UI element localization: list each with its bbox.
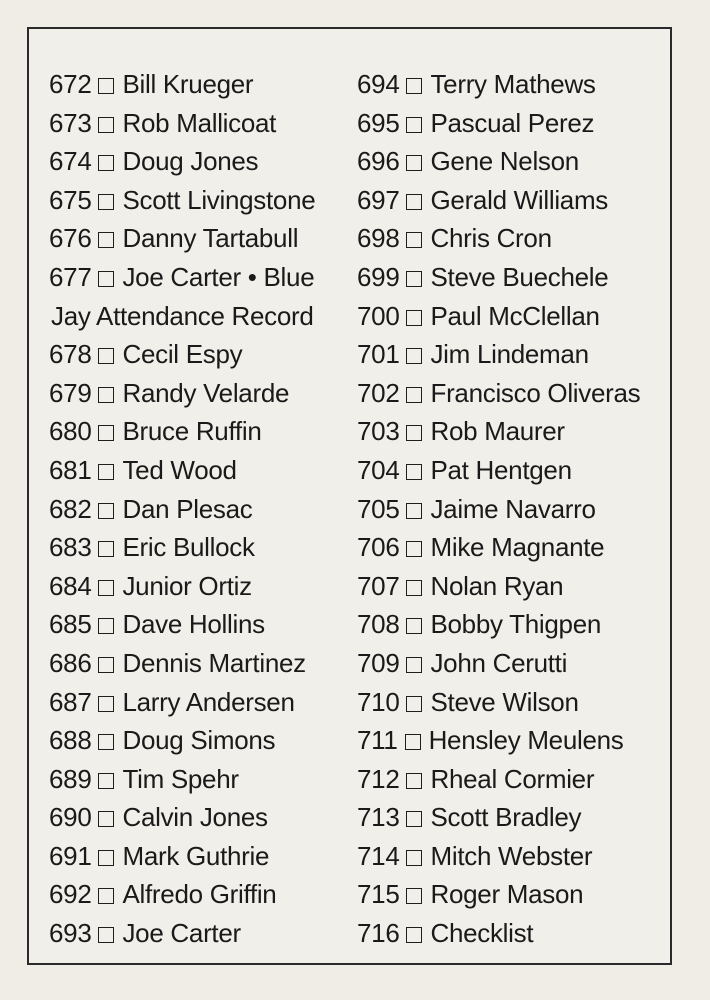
checklist-row bbox=[49, 528, 344, 567]
checklist-row bbox=[357, 335, 667, 374]
player-name: Danny Tartabull bbox=[122, 223, 299, 254]
checkbox[interactable] bbox=[406, 888, 422, 904]
player-name: Dan Plesac bbox=[122, 493, 253, 524]
card-number: 712 bbox=[357, 763, 400, 794]
player-name: Pat Hentgen bbox=[430, 454, 572, 485]
player-name: Mark Guthrie bbox=[122, 840, 270, 871]
player-name: Nolan Ryan bbox=[430, 570, 564, 601]
checkbox[interactable] bbox=[98, 464, 114, 480]
player-name: Junior Ortiz bbox=[122, 570, 252, 601]
checkbox[interactable] bbox=[406, 773, 422, 789]
checkbox[interactable] bbox=[98, 232, 114, 248]
checkbox[interactable] bbox=[406, 232, 422, 248]
checkbox[interactable] bbox=[406, 78, 422, 94]
player-name: Checklist bbox=[430, 918, 534, 949]
checklist-row bbox=[49, 374, 344, 413]
checklist-row bbox=[357, 490, 667, 529]
player-name: Eric Bullock bbox=[122, 532, 255, 563]
card-number: 708 bbox=[357, 609, 400, 640]
checkbox[interactable] bbox=[98, 734, 114, 750]
checkbox[interactable] bbox=[98, 580, 114, 596]
checkbox[interactable] bbox=[98, 271, 114, 287]
player-name: Jim Lindeman bbox=[430, 339, 589, 370]
checkbox[interactable] bbox=[406, 811, 422, 827]
player-name: Bruce Ruffin bbox=[122, 416, 262, 447]
card-number: 707 bbox=[357, 570, 400, 601]
checklist-row bbox=[357, 798, 667, 837]
checklist-row bbox=[49, 490, 344, 529]
checklist-row bbox=[357, 644, 667, 683]
card-number: 687 bbox=[49, 686, 92, 717]
player-name: Jaime Navarro bbox=[430, 493, 596, 524]
player-name: Paul McClellan bbox=[430, 300, 600, 331]
card-number: 673 bbox=[49, 107, 92, 138]
checklist-row bbox=[357, 412, 667, 451]
checkbox[interactable] bbox=[406, 503, 422, 519]
card-number: 689 bbox=[49, 763, 92, 794]
player-name: Steve Buechele bbox=[430, 261, 609, 292]
checkbox[interactable] bbox=[406, 425, 422, 441]
card-number: 681 bbox=[49, 454, 92, 485]
card-number: 692 bbox=[49, 879, 92, 910]
player-name: Steve Wilson bbox=[430, 686, 579, 717]
card-number: 686 bbox=[49, 647, 92, 678]
checklist-row bbox=[49, 412, 344, 451]
player-name: Scott Livingstone bbox=[122, 184, 316, 215]
checkbox[interactable] bbox=[406, 155, 422, 171]
player-name: Roger Mason bbox=[430, 879, 584, 910]
checkbox[interactable] bbox=[406, 618, 422, 634]
checkbox[interactable] bbox=[98, 850, 114, 866]
card-number: 679 bbox=[49, 377, 92, 408]
checklist-row bbox=[49, 683, 344, 722]
player-name: Joe Carter bbox=[122, 918, 241, 949]
player-name: Terry Mathews bbox=[430, 69, 596, 99]
player-name: Hensley Meulens bbox=[428, 725, 624, 756]
checklist-row bbox=[49, 721, 344, 760]
checklist-row bbox=[357, 451, 667, 490]
checkbox[interactable] bbox=[406, 927, 422, 943]
card-number: 699 bbox=[357, 261, 400, 292]
checklist-row bbox=[357, 721, 667, 760]
card-number: 696 bbox=[357, 146, 400, 177]
checkbox[interactable] bbox=[406, 850, 422, 866]
checkbox[interactable] bbox=[406, 117, 422, 133]
player-name: Bill Krueger bbox=[122, 69, 254, 99]
card-number: 714 bbox=[357, 840, 400, 871]
checklist-row bbox=[49, 837, 344, 876]
checkbox[interactable] bbox=[98, 696, 114, 712]
checklist-row bbox=[49, 760, 344, 799]
checklist-row bbox=[49, 181, 344, 220]
player-name: Bobby Thigpen bbox=[430, 609, 602, 640]
checkbox[interactable] bbox=[98, 348, 114, 364]
player-name: Mike Magnante bbox=[430, 532, 605, 563]
card-number: 704 bbox=[357, 454, 400, 485]
checkbox[interactable] bbox=[98, 387, 114, 403]
card-number: 706 bbox=[357, 532, 400, 563]
player-name: Jay Attendance Record bbox=[51, 300, 314, 331]
player-name: Dennis Martinez bbox=[122, 647, 306, 678]
player-name: Randy Velarde bbox=[122, 377, 290, 408]
card-number: 715 bbox=[357, 879, 400, 910]
checklist-row bbox=[49, 142, 344, 181]
checklist-row bbox=[357, 875, 667, 914]
checklist-right-column bbox=[357, 65, 667, 953]
checkbox[interactable] bbox=[98, 425, 114, 441]
checklist-row bbox=[49, 914, 344, 953]
card-number: 675 bbox=[49, 184, 92, 215]
checkbox[interactable] bbox=[406, 348, 422, 364]
card-number: 713 bbox=[357, 802, 400, 833]
checkbox[interactable] bbox=[406, 271, 422, 287]
card-number: 710 bbox=[357, 686, 400, 717]
card-number: 677 bbox=[49, 261, 92, 292]
card-number: 676 bbox=[49, 223, 92, 254]
card-number: 672 bbox=[49, 69, 92, 99]
checklist-row bbox=[357, 65, 667, 104]
player-name: John Cerutti bbox=[430, 647, 568, 678]
checkbox[interactable] bbox=[98, 773, 114, 789]
player-name: Rob Maurer bbox=[430, 416, 565, 447]
player-name: Dave Hollins bbox=[122, 609, 265, 640]
checklist-left-column bbox=[49, 65, 344, 953]
checkbox[interactable] bbox=[98, 927, 114, 943]
card-number: 694 bbox=[357, 69, 400, 99]
card-number: 716 bbox=[357, 918, 400, 949]
card-number: 678 bbox=[49, 339, 92, 370]
checklist-row bbox=[357, 142, 667, 181]
checklist-row bbox=[357, 219, 667, 258]
checkbox[interactable] bbox=[98, 117, 114, 133]
checklist-card bbox=[27, 27, 672, 965]
player-name: Joe Carter • Blue bbox=[122, 261, 315, 292]
checklist-row bbox=[49, 65, 344, 104]
checkbox[interactable] bbox=[98, 541, 114, 557]
checkbox[interactable] bbox=[98, 811, 114, 827]
checkbox[interactable] bbox=[98, 78, 114, 94]
card-number: 709 bbox=[357, 647, 400, 678]
player-name: Larry Andersen bbox=[122, 686, 295, 717]
checklist-row bbox=[357, 258, 667, 297]
checklist-row bbox=[357, 374, 667, 413]
checklist-row bbox=[357, 760, 667, 799]
checklist-row bbox=[357, 914, 667, 953]
checkbox[interactable] bbox=[98, 888, 114, 904]
checkbox[interactable] bbox=[406, 696, 422, 712]
checklist-row-continuation bbox=[49, 297, 344, 336]
checklist-row bbox=[357, 683, 667, 722]
checklist-row bbox=[357, 528, 667, 567]
card-number: 685 bbox=[49, 609, 92, 640]
checklist-row bbox=[357, 181, 667, 220]
checklist-row bbox=[357, 605, 667, 644]
card-number: 682 bbox=[49, 493, 92, 524]
player-name: Doug Simons bbox=[122, 725, 276, 756]
player-name: Ted Wood bbox=[122, 454, 237, 485]
player-name: Tim Spehr bbox=[122, 763, 239, 794]
checklist-row bbox=[49, 104, 344, 143]
player-name: Calvin Jones bbox=[122, 802, 268, 833]
card-number: 711 bbox=[357, 725, 398, 756]
checklist-row bbox=[49, 335, 344, 374]
card-number: 684 bbox=[49, 570, 92, 601]
checkbox[interactable] bbox=[406, 657, 422, 673]
checklist-row bbox=[357, 567, 667, 606]
player-name: Francisco Oliveras bbox=[430, 377, 641, 408]
checkbox[interactable] bbox=[406, 464, 422, 480]
checkbox[interactable] bbox=[406, 194, 422, 210]
checkbox[interactable] bbox=[405, 734, 421, 750]
card-number: 688 bbox=[49, 725, 92, 756]
player-name: Scott Bradley bbox=[430, 802, 582, 833]
player-name: Rob Mallicoat bbox=[122, 107, 277, 138]
checklist-row bbox=[49, 451, 344, 490]
card-number: 698 bbox=[357, 223, 400, 254]
card-number: 705 bbox=[357, 493, 400, 524]
player-name: Gene Nelson bbox=[430, 146, 579, 177]
checklist-row bbox=[49, 219, 344, 258]
card-number: 695 bbox=[357, 107, 400, 138]
checkbox[interactable] bbox=[406, 580, 422, 596]
checklist-row bbox=[357, 837, 667, 876]
checkbox[interactable] bbox=[406, 310, 422, 326]
player-name: Rheal Cormier bbox=[430, 763, 595, 794]
checkbox[interactable] bbox=[98, 194, 114, 210]
checklist-row bbox=[49, 258, 344, 297]
player-name: Mitch Webster bbox=[430, 840, 593, 871]
checkbox[interactable] bbox=[98, 503, 114, 519]
checklist-row bbox=[357, 297, 667, 336]
checkbox[interactable] bbox=[98, 657, 114, 673]
card-number: 703 bbox=[357, 416, 400, 447]
card-number: 690 bbox=[49, 802, 92, 833]
card-number: 693 bbox=[49, 918, 92, 949]
checkbox[interactable] bbox=[98, 618, 114, 634]
card-number: 683 bbox=[49, 532, 92, 563]
checkbox[interactable] bbox=[98, 155, 114, 171]
checklist-row bbox=[49, 644, 344, 683]
player-name: Doug Jones bbox=[122, 146, 259, 177]
checklist-row bbox=[357, 104, 667, 143]
player-name: Gerald Williams bbox=[430, 184, 609, 215]
player-name: Chris Cron bbox=[430, 223, 552, 254]
card-number: 680 bbox=[49, 416, 92, 447]
checklist-row bbox=[49, 798, 344, 837]
player-name: Pascual Perez bbox=[430, 107, 595, 138]
checkbox[interactable] bbox=[406, 387, 422, 403]
card-number: 700 bbox=[357, 300, 400, 331]
player-name: Alfredo Griffin bbox=[122, 879, 277, 910]
card-number: 702 bbox=[357, 377, 400, 408]
card-number: 697 bbox=[357, 184, 400, 215]
checklist-row bbox=[49, 875, 344, 914]
card-number: 691 bbox=[49, 840, 92, 871]
checklist-row bbox=[49, 567, 344, 606]
card-number: 701 bbox=[357, 339, 400, 370]
card-number: 674 bbox=[49, 146, 92, 177]
player-name: Cecil Espy bbox=[122, 339, 243, 370]
checklist-row bbox=[49, 605, 344, 644]
checkbox[interactable] bbox=[406, 541, 422, 557]
